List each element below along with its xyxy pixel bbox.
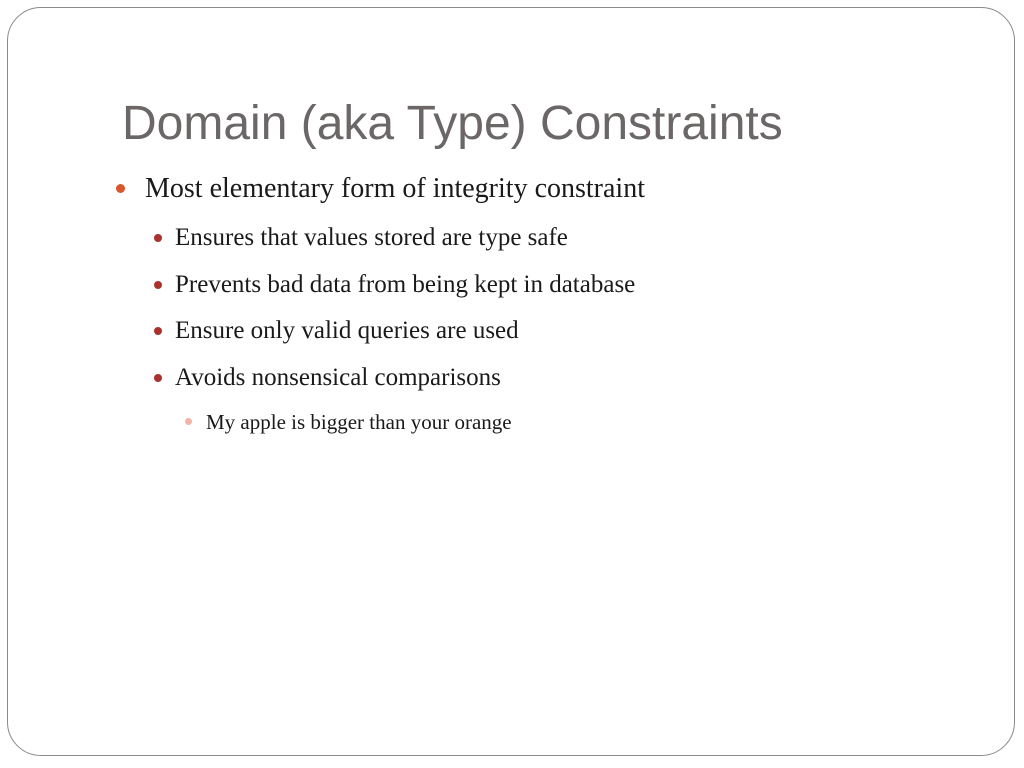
bullet-dot-level2 bbox=[154, 327, 162, 335]
bullet-dot-level2 bbox=[154, 281, 162, 289]
slide-title: Domain (aka Type) Constraints bbox=[122, 97, 783, 150]
bullet-dot-level2 bbox=[154, 234, 162, 242]
slide-frame bbox=[7, 7, 1015, 756]
bullet-item-level3: My apple is bigger than your orange bbox=[206, 410, 512, 434]
bullet-dot-level1 bbox=[116, 184, 125, 193]
bullet-dot-level2 bbox=[154, 374, 162, 382]
bullet-item-level2: Avoids nonsensical comparisons bbox=[175, 364, 501, 391]
bullet-item-level2: Prevents bad data from being kept in database bbox=[175, 271, 636, 298]
bullet-item-level1: Most elementary form of integrity constraint bbox=[145, 173, 645, 204]
bullet-dot-level3 bbox=[185, 418, 192, 425]
bullet-item-level2: Ensures that values stored are type safe bbox=[175, 224, 568, 251]
bullet-item-level2: Ensure only valid queries are used bbox=[175, 317, 519, 344]
